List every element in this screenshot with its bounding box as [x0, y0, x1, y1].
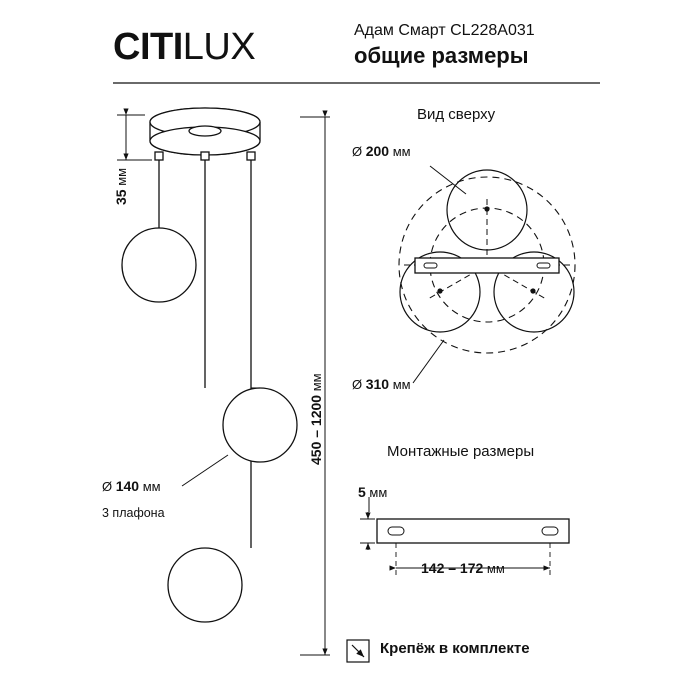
top-view-group	[399, 170, 575, 353]
label-inner-diameter: Ø 200 мм	[352, 143, 411, 159]
label-kit-included: Крепёж в комплекте	[380, 640, 530, 657]
label-hole-spacing: 142 – 172 мм	[421, 560, 505, 576]
brand-citi: CITI	[113, 26, 183, 68]
leader-outer-diameter	[413, 340, 444, 383]
section-title-mounting: Монтажные размеры	[387, 443, 535, 460]
page-title: общие размеры	[354, 43, 529, 68]
label-canopy-height: 35 мм	[113, 167, 129, 205]
front-view-group	[122, 108, 297, 622]
label-drop-range: 450 – 1200 мм	[308, 373, 324, 465]
product-model: Адам Смарт CL228A031	[354, 22, 535, 39]
brand-lux: LUX	[182, 26, 256, 68]
dim-canopy-height	[117, 115, 152, 160]
kit-icon-group	[347, 640, 369, 662]
label-shade-diameter: Ø 140 мм	[102, 478, 161, 494]
section-title-top-view: Вид сверху	[417, 106, 496, 123]
label-plate-thickness: 5 мм	[358, 484, 388, 500]
label-outer-diameter: Ø 310 мм	[352, 376, 411, 392]
leader-shade-diameter	[182, 455, 228, 486]
label-shade-count: 3 плафона	[102, 506, 165, 520]
